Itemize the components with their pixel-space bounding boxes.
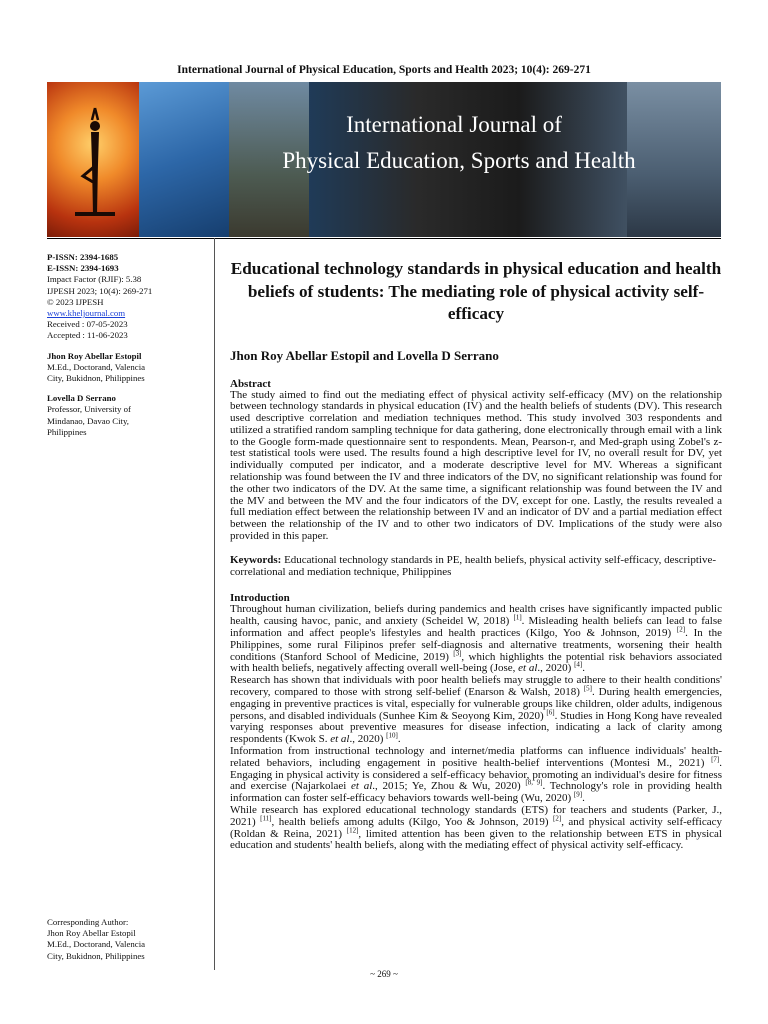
author2-affiliation: Professor, University of <box>47 404 131 415</box>
corr-name: Jhon Roy Abellar Estopil <box>47 928 136 939</box>
column-divider <box>214 238 215 970</box>
author1-affiliation-2: City, Bukidnon, Philippines <box>47 373 145 384</box>
impact-factor: Impact Factor (RJIF): 5.38 <box>47 274 142 285</box>
author1-name: Jhon Roy Abellar Estopil <box>47 350 142 361</box>
page-number: ~ 269 ~ <box>370 969 398 979</box>
corr-affiliation: M.Ed., Doctorand, Valencia <box>47 939 146 950</box>
journal-banner <box>47 82 721 237</box>
abstract-text: The study aimed to find out the mediating effect of physical activity self-efficacy (MV) on the relationship between technology standards in physical education (IV) and the health beliefs of students (DV). This research used descriptive correlation and mediation techniques method. This study involved 303 respondents and utilized a stratified random sampling technique for data gathering, done electronically through email with a link to the Google form-made questionnaire sent to respondents. Mean, Pearson-r, and Med-graph using Zobel's z-test statistical tools were used. The results found a high descriptive level for IV, no overall result for DV, yet individually computed per indicator, and a moderate descriptive level for MV. Whereas a significant relationship was found between the IV and three indicators of the DV, no significant relationship was found for the other two indicators of the DV. At the same time, a significant relationship was found between the IV and the MV and between the MV and the four indicators of the DV, except for one. Lastly, the results revealed a full mediation effect between the relationship between IV and an indicator of DV and a partial mediation effect between the relationship of the IV and to other two indicators of DV. Implications of the study were also provided in this paper. <box>230 388 722 543</box>
copyright: © 2023 IJPESH <box>47 296 104 307</box>
keywords-text: Educational technology standards in PE, health beliefs, physical activity self-efficacy, descriptive- correlational and mediation technique, Philippines <box>230 553 716 578</box>
intro-paragraph-1: Throughout human civilization, beliefs during pandemics and health crises have significantly impacted public health, causing havoc, panic, and anxiety (Scheidel W, 2018) [1]. Misleading health beliefs can lead to false information and affect people's lifestyles and health practices (Kilgo, Yoo & Johnson, 2019) [2]. In the Philippines, some rural Filipinos prefer self-diagnosis and alternative treatments, worsening their health conditions (Stanford School of Medicine, 2019) [3], which highlights the potential risk behaviors associated with health beliefs, negatively affecting overall well-being (Jose, et al., 2020) [4]. <box>230 603 722 675</box>
corresponding-author <box>47 917 212 962</box>
author2-affiliation-3: Philippines <box>47 426 87 437</box>
article-authors: Jhon Roy Abellar Estopil and Lovella D Serrano <box>230 347 499 363</box>
header-rule <box>47 238 721 239</box>
banner-title-line1: International Journal of <box>346 112 562 137</box>
abstract-heading: Abstract <box>230 377 271 390</box>
running-head: International Journal of Physical Education, Sports and Health 2023; 10(4): 269-271 <box>177 64 591 76</box>
introduction-heading: Introduction <box>230 592 290 605</box>
pissn: P-ISSN: 2394-1685 <box>47 252 119 262</box>
eissn: E-ISSN: 2394-1693 <box>47 263 119 274</box>
received-date: Received : 07-05-2023 <box>47 319 128 330</box>
corr-label: Corresponding Author: <box>47 917 129 927</box>
keywords <box>230 555 722 579</box>
corr-affiliation-2: City, Bukidnon, Philippines <box>47 950 145 961</box>
keywords-label: Keywords: <box>230 553 282 566</box>
intro-paragraph-2: Research has shown that individuals with poor health beliefs may struggle to adhere to their health conditions' recovery, compared to those with strong self-belief (Enarson & Walsh, 2018) [5]. During health emergencies, engaging in preventive practices is vital, especially for vulnerable groups like children, older adults, indigenous persons, and disabled individuals (Sunhee Kim & Seoyong Kim, 2020) [6]. Studies in Hong Kong have revealed varying responses about preventive measures for disease infection, indicating a lack of clarity among respondents (Kwok S. et al., 2020) [10]. <box>230 674 722 746</box>
article-main <box>230 258 722 852</box>
intro-paragraph-4: While research has explored educational technology standards (ETS) for teachers and students (Parker, J., 2021) [11], health beliefs among adults (Kilgo, Yoo & Johnson, 2019) [2], and physical activity self-efficacy (Roldan & Reina, 2021) [12], limited attention has been given to the relationship between ETS in physical education and students' health beliefs, along with the mediating effect of physical activity self-efficacy. <box>230 804 722 852</box>
intro-paragraph-3: Information from instructional technology and internet/media platforms can influence individuals' health-related behaviors, including engagement in positive health-belief interventions (Montesi M., 2021) [7]. Engaging in physical activity is considered a self-efficacy behavior, promoting an individual's desire for fitness and exercise (Najarkolaei et al., 2015; Ye, Zhou & Wu, 2020) [8, 9]. Technology's role in providing health information can foster self-efficacy behaviors towards well-being (Wu, 2020) [9]. <box>230 745 722 805</box>
author2-name: Lovella D Serrano <box>47 393 116 404</box>
author1-affiliation: M.Ed., Doctorand, Valencia <box>47 361 146 372</box>
article-title: Educational technology standards in physical education and health beliefs of students: The mediating role of physical activity self-efficacy <box>230 259 722 323</box>
article-info-sidebar <box>47 252 212 438</box>
accepted-date: Accepted : 11-06-2023 <box>47 330 128 341</box>
journal-website-link[interactable]: www.kheljournal.com <box>47 308 126 319</box>
issue-ref: IJPESH 2023; 10(4): 269-271 <box>47 285 153 296</box>
banner-title-line2: Physical Education, Sports and Health <box>282 148 636 173</box>
author2-affiliation-2: Mindanao, Davao City, <box>47 415 130 426</box>
